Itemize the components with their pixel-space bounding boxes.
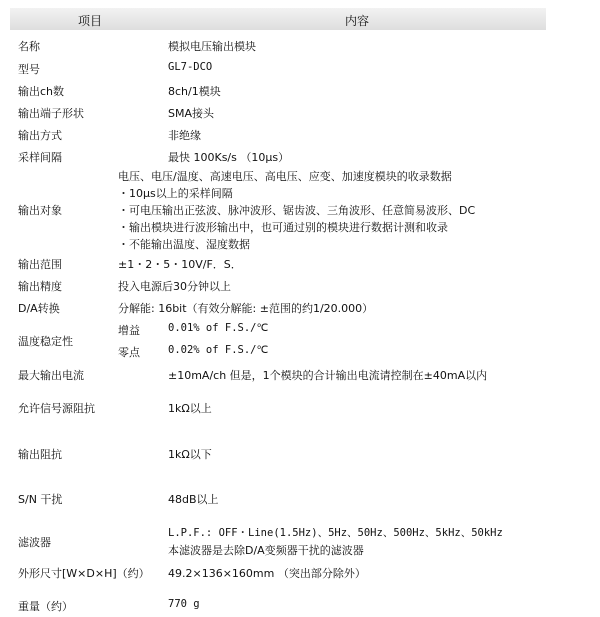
row-value: 1kΩ以下 bbox=[168, 448, 212, 461]
header-content: 内容 bbox=[345, 14, 370, 28]
row-label: 名称 bbox=[18, 40, 40, 53]
row-label: 采样间隔 bbox=[18, 151, 62, 164]
row-label: 输出范围 bbox=[18, 258, 62, 271]
row-value: ±1・2・5・10V/F．S． bbox=[118, 258, 242, 271]
row-value: 非绝缘 bbox=[168, 129, 201, 142]
list-item: ・可电压输出正弦波、脉冲波形、锯齿波、三角波形、任意简易波形、DC bbox=[118, 204, 476, 217]
row-label: 允许信号源阻抗 bbox=[18, 402, 95, 415]
row-value: 1kΩ以上 bbox=[168, 402, 212, 415]
header-item: 项目 bbox=[78, 14, 103, 28]
filter-line-2: 本滤波器是去除D/A变频器干扰的滤波器 bbox=[168, 544, 364, 557]
table-header bbox=[10, 8, 546, 30]
row-value: 49.2×136×160mm （突出部分除外） bbox=[168, 567, 366, 580]
filter-line-1: L.P.F.: OFF・Line(1.5Hz)、5Hz、50Hz、500Hz、5kHz、50kHz bbox=[168, 527, 503, 539]
row-value: 8ch/1模块 bbox=[168, 85, 221, 98]
row-value: 分解能: 16bit（有效分解能: ±范围的约1/20.000） bbox=[118, 302, 374, 315]
list-item: ・10μs以上的采样间隔 bbox=[118, 187, 233, 200]
row-label: 输出ch数 bbox=[18, 85, 65, 98]
row-label: S/N 干扰 bbox=[18, 493, 63, 506]
zero-value: 0.02% of F.S./℃ bbox=[168, 344, 269, 356]
row-label: 型号 bbox=[18, 63, 40, 76]
zero-label: 零点 bbox=[118, 346, 140, 359]
row-label: 输出阻抗 bbox=[18, 448, 62, 461]
row-value-list bbox=[118, 168, 475, 253]
row-label: 重量（约） bbox=[18, 600, 73, 613]
row-value: 770 g bbox=[168, 598, 200, 610]
gain-value: 0.01% of F.S./℃ bbox=[168, 322, 269, 334]
row-label: 温度稳定性 bbox=[18, 335, 73, 348]
list-item: 电压、电压/温度、高速电压、高电压、应变、加速度模块的收录数据 bbox=[118, 170, 452, 183]
row-label: 输出精度 bbox=[18, 280, 62, 293]
row-value: SMA接头 bbox=[168, 107, 214, 120]
row-label: 输出方式 bbox=[18, 129, 62, 142]
row-value: 最快 100Ks/s （10μs） bbox=[168, 151, 290, 164]
row-label: 输出对象 bbox=[18, 204, 62, 217]
row-label: 最大输出电流 bbox=[18, 369, 84, 382]
row-value: 投入电源后30分钟以上 bbox=[118, 280, 231, 293]
list-item: ・不能输出温度、湿度数据 bbox=[118, 238, 250, 251]
row-value: ±10mA/ch 但是，1个模块的合计输出电流请控制在±40mA以内 bbox=[168, 369, 488, 382]
row-label: 外形尺寸[W×D×H]（约） bbox=[18, 567, 150, 580]
row-value: GL7-DCO bbox=[168, 61, 213, 73]
row-label: 输出端子形状 bbox=[18, 107, 84, 120]
gain-label: 增益 bbox=[118, 324, 140, 337]
list-item: ・输出模块进行波形输出中，也可通过别的模块进行数据计测和收录 bbox=[118, 221, 448, 234]
row-value: 48dB以上 bbox=[168, 493, 219, 506]
row-label: D/A转换 bbox=[18, 302, 60, 315]
row-label: 滤波器 bbox=[18, 536, 51, 549]
row-value: 模拟电压输出模块 bbox=[168, 40, 256, 53]
